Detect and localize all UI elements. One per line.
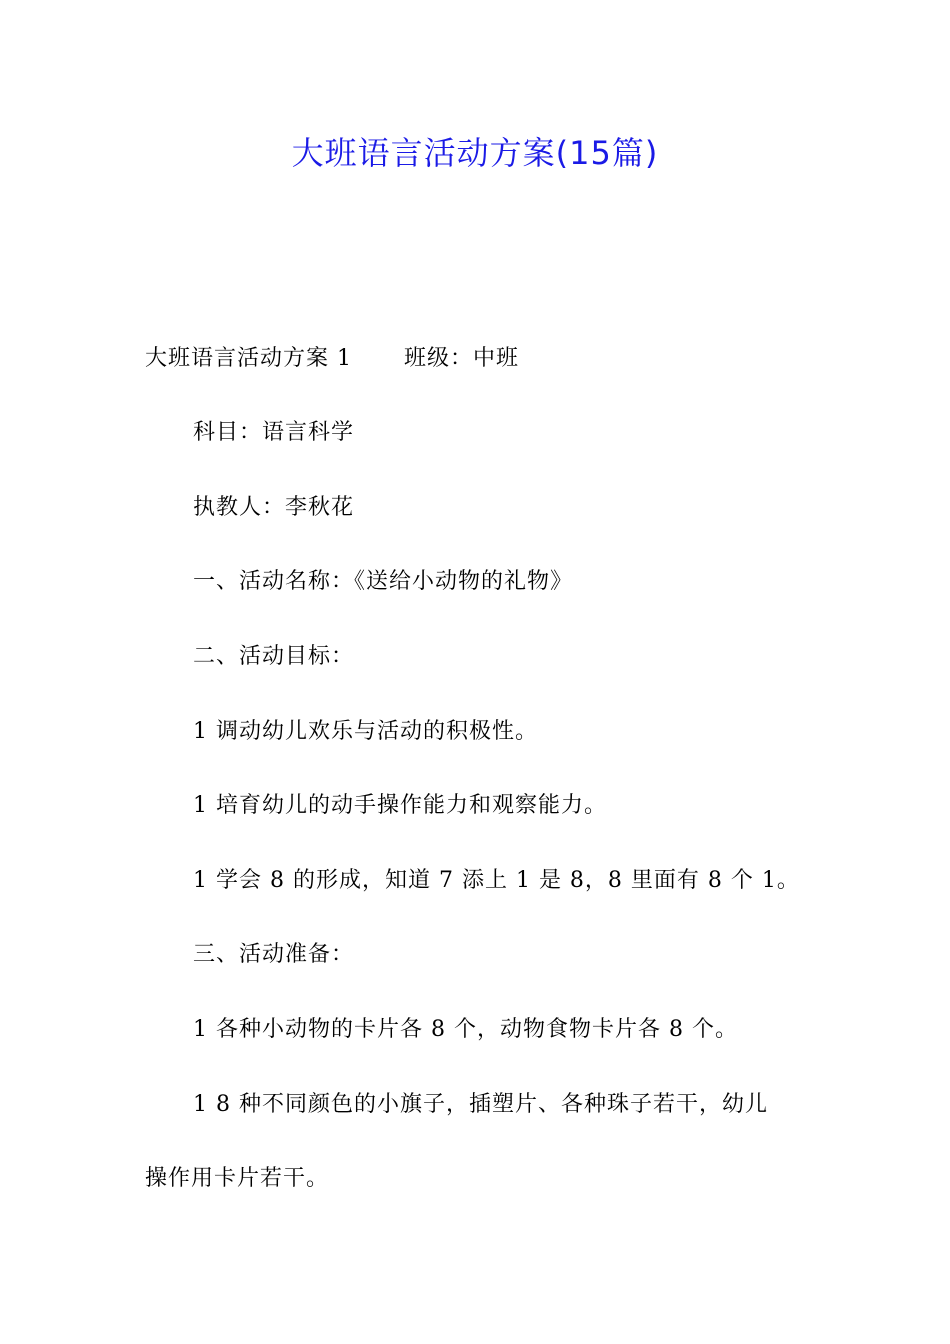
document-title: 大班语言活动方案(15篇) — [291, 134, 659, 172]
activity-goals-heading: 二、活动目标： — [193, 644, 355, 669]
teacher-line: 执教人：李秋花 — [193, 495, 355, 520]
plan-label: 大班语言活动方案 1 — [145, 346, 352, 371]
subject-line: 科目：语言科学 — [193, 420, 355, 445]
prep-item-continued: 操作用卡片若干。 — [145, 1166, 330, 1191]
prep-item: 1 各种小动物的卡片各 8 个，动物食物卡片各 8 个。 — [193, 1017, 738, 1042]
header-line — [145, 344, 519, 374]
goal-item: 1 学会 8 的形成，知道 7 添上 1 是 8，8 里面有 8 个 1。 — [193, 868, 800, 893]
prep-item: 1 8 种不同颜色的小旗子，插塑片、各种珠子若干，幼儿 — [193, 1092, 768, 1117]
activity-prep-heading: 三、活动准备： — [193, 942, 355, 967]
goal-item: 1 调动幼儿欢乐与活动的积极性。 — [193, 719, 538, 744]
goal-item: 1 培育幼儿的动手操作能力和观察能力。 — [193, 793, 607, 818]
activity-name-heading: 一、活动名称：《送给小动物的礼物》 — [193, 569, 574, 594]
class-info: 班级：中班 — [404, 346, 520, 371]
